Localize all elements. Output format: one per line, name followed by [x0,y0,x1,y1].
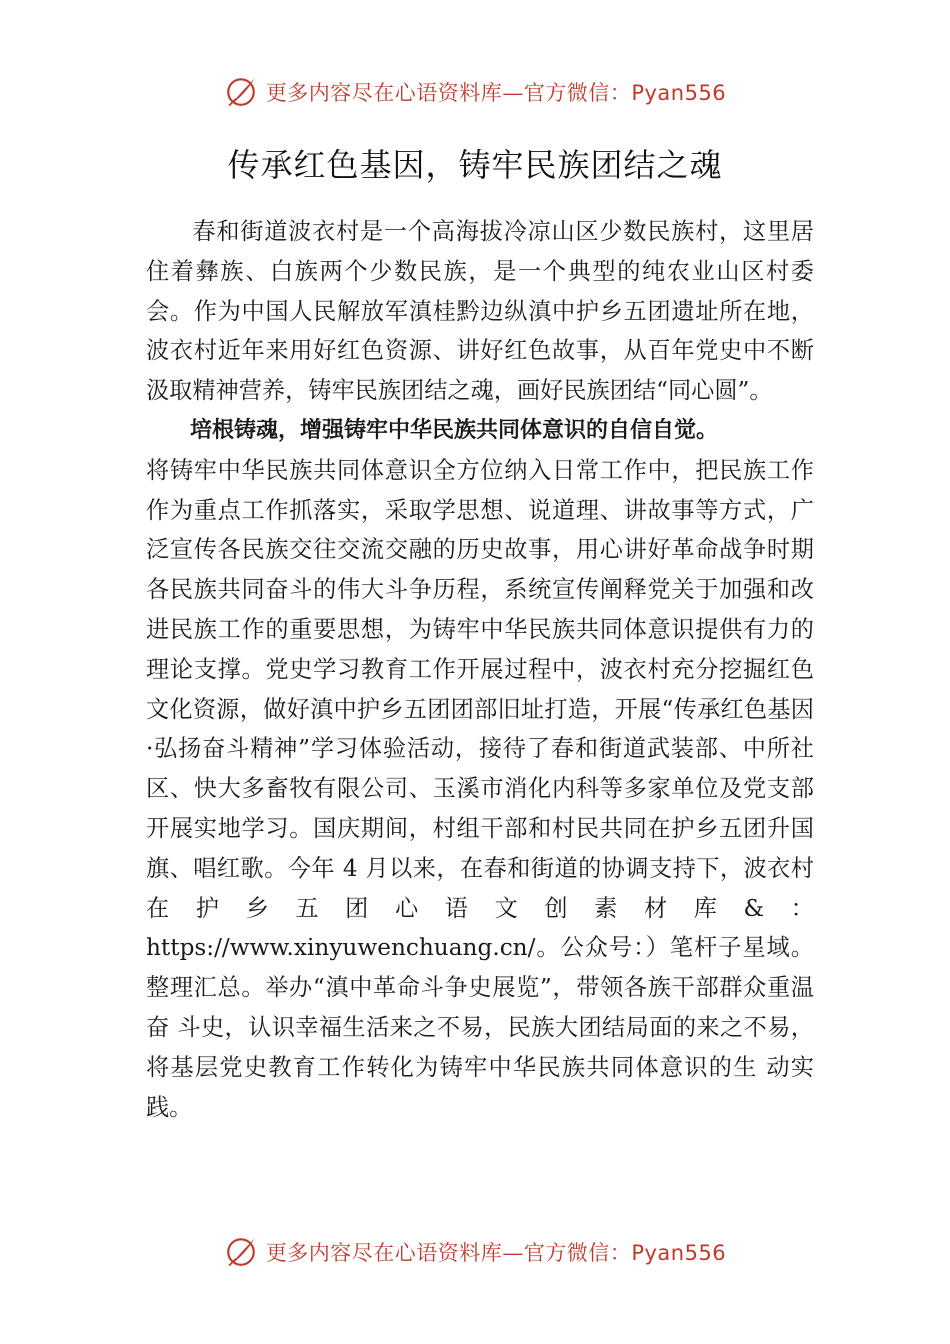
footer-watermark-banner [0,1230,950,1274]
document-title: 传承红色基因，铸牢民族团结之魂 [227,146,723,184]
paragraph-intro: 春和街道波衣村是一个高海拔冷凉山区少数民族村，这里居住着彝族、白族两个少数民族，是一个典型的纯农业山区村委会。作为中国人民解放军滇桂黔边纵滇中护乡五团遗址所在地，波衣村近年来用好红色资源、讲好红色故事，从百年党史中不断汲取精神营养，铸牢民族团结之魂，画好民族团结“同心圆”。 [146,218,814,405]
section-body: 将铸牢中华民族共同体意识全方位纳入日常工作中，把民族工作作为重点工作抓落实，采取学思想、说道理、讲故事等方式，广泛宣传各民族交往交流交融的历史故事，用心讲好革命战争时期各民族共同奋斗的伟大斗争历程，系统宣传阐释党关于加强和改进民族工作的重要思想，为铸牢中华民族共同体意识提供有力的理论支撑。党史学习教育工作开展过程中，波衣村充分挖掘红色文化资源，做好滇中护乡五团团部旧址打造，开展“传承红色基因·弘扬奋斗精神”学习体验活动，接待了春和街道武装部、中所社区、快大多畜牧有限公司、玉溪市消化内科等多家单位及党支部开展实地学习。国庆期间，村组干部和村民共同在护乡五团升国旗、唱红歌。今年 4 月以来，在春和街道的协调支持下，波衣村在护乡五团心语文创素材库&：https://www.xinyuwenchuang.cn/。公众号：）笔杆子星域。整理汇总。举办“滇中革命斗争史展览”，带领各族干部群众重温奋 斗史，认识幸福生活来之不易，民族大团结局面的来之不易， 将基层党史教育工作转化为铸牢中华民族共同体意识的生 动实践。 [146,456,814,1121]
banner-wechat-id: Pyan556 [631,81,727,105]
section-heading: 培根铸魂，增强铸牢中华民族共同体意识的自信自觉。 [190,417,719,443]
feather-quill-logo-icon [224,75,258,109]
banner-wechat-id: Pyan556 [631,1241,727,1265]
banner-main-text: 更多内容尽在心语资料库 [265,1241,503,1265]
banner-wechat-label: 官方微信： [523,81,632,105]
banner-dash: — [502,81,524,105]
banner-main-text: 更多内容尽在心语资料库 [265,81,503,105]
banner-wechat-label: 官方微信： [523,1241,632,1265]
header-watermark-banner [0,70,950,114]
document-body [146,212,814,1127]
banner-text [266,77,726,107]
feather-quill-logo-icon [224,1235,258,1269]
paragraph-section-1 [146,411,814,1127]
banner-dash: — [502,1241,524,1265]
banner-text [266,1237,726,1267]
